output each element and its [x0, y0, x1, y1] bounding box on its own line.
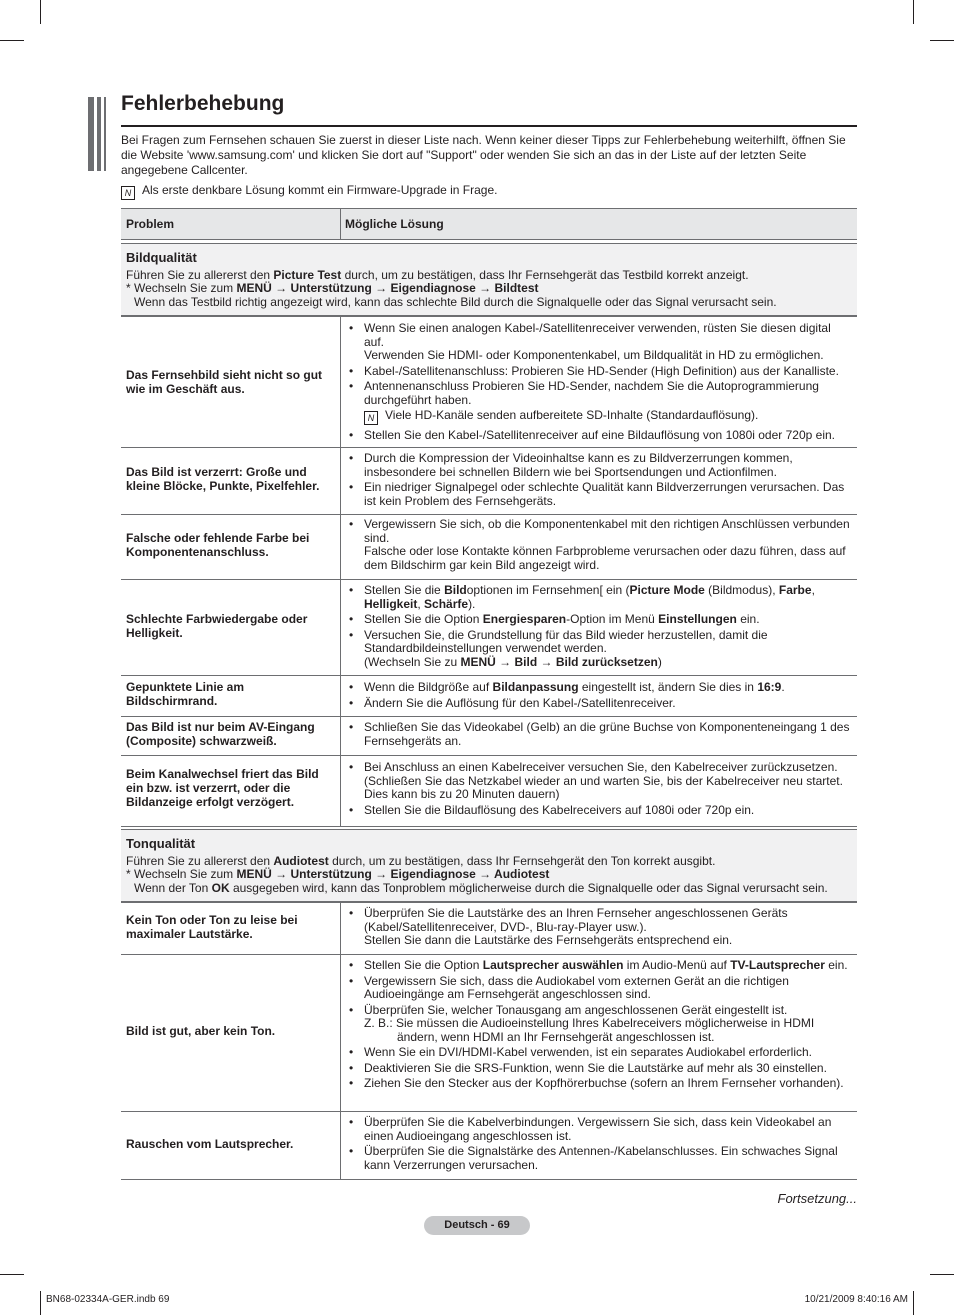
solution-cell — [349, 452, 854, 510]
solution-item: • Stellen Sie die Option Lautsprecher auswählen im Audio-Menü auf TV-Lautsprecher ein. — [349, 959, 854, 973]
continuation-note: Fortsetzung... — [777, 1191, 857, 1206]
table-row — [121, 756, 857, 827]
solution-item: • Wenn Sie einen analogen Kabel-/Satellitenreceiver verwenden, rüsten Sie diesen digital auf. Verwenden Sie HDMI- oder Komponentenkabel, um Bildqualität in HD zu ermöglichen. — [349, 322, 854, 363]
problem-cell: Das Fernsehbild sieht nicht so gut wie im Geschäft aus. — [126, 368, 323, 396]
section-picture-quality — [121, 243, 857, 316]
section-sound-quality — [121, 829, 857, 902]
solution-cell — [349, 584, 854, 671]
crop-mark — [0, 40, 24, 41]
solution-cell — [349, 1116, 854, 1174]
solution-item: • Ein niedriger Signalpegel oder schlechte Qualität kann Bildverzerrungen verursachen. Das ist kein Problem des Fernsehgeräts. — [349, 481, 854, 508]
crop-mark — [913, 0, 914, 24]
solution-item: • Kabel-/Satellitenanschluss: Probieren Sie HD-Sender (High Definition) aus der Kanalliste. — [349, 365, 854, 379]
solution-cell — [349, 959, 854, 1093]
solution-item: • Deaktivieren Sie die SRS-Funktion, wenn Sie die Lautstärke auf mehr als 30 einstellen. — [349, 1062, 854, 1076]
solution-item: • Überprüfen Sie, welcher Tonausgang am angeschlossenen Gerät eingestellt ist. Z. B.: Sie müssen die Audioeinstellung Ihres Kabelreceivers möglicherweise in HDMI ändern, wenn HDMI an Ihr Fernsehgerät angeschlossen ist. — [349, 1004, 854, 1045]
footer-file-info: BN68-02334A-GER.indb 69 — [46, 1294, 170, 1305]
problem-cell: Falsche oder fehlende Farbe bei Komponentenanschluss. — [126, 531, 310, 559]
intro-text: Bei Fragen zum Fernsehen schauen Sie zuerst in dieser Liste nach. Wenn keiner dieser Tipps zur Fehlerbehebung weiterhilft, öffnen Sie die Website 'www.samsung.com' und klicken Sie dort auf "Support" oder wenden Sie sich an das in der Liste auf der letzten Seite angegebene Callcenter. — [121, 133, 846, 177]
solution-item: • Stellen Sie die Bildoptionen im Fernsehmen[ ein (Picture Mode (Bildmodus), Farbe, Helligkeit, Schärfe). — [349, 584, 854, 611]
table-row — [121, 515, 857, 580]
table-row — [121, 717, 857, 756]
page-number-badge: Deutsch - 69 — [424, 1216, 530, 1235]
table-row — [121, 954, 857, 1112]
problem-cell: Schlechte Farbwiedergabe oder Helligkeit. — [126, 612, 308, 640]
table-row — [121, 580, 857, 676]
crop-mark — [930, 40, 954, 41]
solution-cell — [349, 518, 854, 574]
table-row — [121, 676, 857, 717]
crop-mark — [40, 1291, 41, 1315]
crop-mark — [0, 1274, 24, 1275]
note-icon: N — [121, 186, 135, 200]
solution-item: • Stellen Sie die Option Energiesparen-Option im Menü Einstellungen ein. — [349, 613, 854, 627]
title-rule — [121, 125, 857, 127]
solution-cell — [349, 761, 854, 819]
problem-cell: Das Bild ist nur beim AV-Eingang (Composite) schwarzweiß. — [126, 720, 315, 748]
crop-mark — [913, 1291, 914, 1315]
solution-cell — [349, 681, 854, 712]
section-line: Wenn das Testbild richtig angezeigt wird, kann das schlechte Bild durch die Signalquelle oder das Signal verursacht sein. — [134, 295, 777, 309]
crop-mark — [40, 0, 41, 24]
table-row — [121, 447, 857, 515]
solution-item: • Ziehen Sie den Stecker aus der Kopfhörerbuchse (sofern an Ihrem Fernseher vorhanden). — [349, 1077, 854, 1091]
solution-item: • Überprüfen Sie die Signalstärke des Antennen-/Kabelanschlusses. Ein schwaches Signal kann Verzerrungen verursachen. — [349, 1145, 854, 1172]
solution-item: • Überprüfen Sie die Kabelverbindungen. Vergewissern Sie sich, dass kein Videokabel an einen Audioeingang angeschlossen ist. — [349, 1116, 854, 1143]
header-solution: Mögliche Lösung — [345, 217, 444, 231]
solution-item: • Ändern Sie die Auflösung für den Kabel-/Satellitenreceiver. — [349, 697, 854, 711]
section-line: Führen Sie zu allererst den Audiotest durch, um zu bestätigen, dass Ihr Fernsehgerät den Ton korrekt ausgibt. — [126, 854, 716, 868]
table-row — [121, 1112, 857, 1180]
table-row — [121, 316, 857, 448]
footer-timestamp: 10/21/2009 8:40:16 AM — [804, 1294, 908, 1305]
title-decoration — [88, 97, 112, 171]
section-line: * Wechseln Sie zum MENÜ → Unterstützung → Eigendiagnose → Bildtest — [126, 281, 539, 295]
problem-cell: Das Bild ist verzerrt: Große und kleine Blöcke, Punkte, Pixelfehler. — [126, 465, 320, 493]
solution-item: • Überprüfen Sie die Lautstärke des an Ihren Fernseher angeschlossenen Geräts (Kabel/Satellitenreceiver, DVD-, Blu-ray-Player usw.). Stellen Sie dann die Lautstärke des Fernsehgeräts entsprechend ein. — [349, 907, 854, 948]
solution-item: • Schließen Sie das Videokabel (Gelb) an die grüne Buchse von Komponenteneingang 1 des Fernsehgeräts an. — [349, 721, 854, 748]
problem-cell: Kein Ton oder Ton zu leise bei maximaler Lautstärke. — [126, 913, 298, 941]
solution-item: • Stellen Sie den Kabel-/Satellitenreceiver auf eine Bildauflösung von 1080i oder 720p ein. — [349, 429, 854, 443]
section-heading: Tonqualität — [126, 836, 196, 851]
note-icon: N — [364, 411, 378, 425]
solution-item: • Antennenanschluss Probieren Sie HD-Sender, nachdem Sie die Autoprogrammierung durchgeführt haben. — [349, 380, 854, 407]
solution-cell — [349, 907, 854, 950]
page-title: Fehlerbehebung — [121, 92, 285, 115]
header-problem: Problem — [126, 217, 175, 231]
intro-note-text: Als erste denkbare Lösung kommt ein Firmware-Upgrade in Frage. — [142, 183, 498, 197]
problem-cell: Rauschen vom Lautsprecher. — [126, 1137, 294, 1151]
table-row — [121, 902, 857, 955]
solution-item: • Wenn Sie ein DVI/HDMI-Kabel verwenden, ist ein separates Audiokabel erforderlich. — [349, 1046, 854, 1060]
problem-cell: Beim Kanalwechsel friert das Bild ein bzw. ist verzerrt, oder die Bildanzeige erfolgt verzögert. — [126, 767, 319, 809]
table-header — [121, 208, 857, 240]
solution-item: • Stellen Sie die Bildauflösung des Kabelreceivers auf 1080i oder 720p ein. — [349, 804, 854, 818]
section-line: Führen Sie zu allererst den Picture Test durch, um zu bestätigen, dass Ihr Fernsehgerät das Testbild korrekt anzeigt. — [126, 268, 749, 282]
problem-cell: Gepunktete Linie am Bildschirmrand. — [126, 680, 245, 708]
solution-item: • Versuchen Sie, die Grundstellung für das Bild wieder herzustellen, damit die Standardbildeinstellungen verwendet werden. (Wechseln Sie zu MENÜ → Bild → Bild zurücksetzen) — [349, 629, 854, 670]
solution-note: N Viele HD-Kanäle senden aufbereitete SD-Inhalte (Standardauflösung). — [349, 409, 854, 425]
solution-cell — [349, 322, 854, 445]
solution-item: • Vergewissern Sie sich, dass die Audiokabel vom externen Gerät an die richtigen Audioeingänge am Fernsehgerät angeschlossen sind. — [349, 975, 854, 1002]
solution-cell — [349, 721, 854, 750]
solution-item: • Wenn die Bildgröße auf Bildanpassung eingestellt ist, ändern Sie dies in 16:9. — [349, 681, 854, 695]
solution-item: • Vergewissern Sie sich, ob die Komponentenkabel mit den richtigen Anschlüssen verbunden sind. Falsche oder lose Kontakte können Farbprobleme verursachen oder dazu führen, dass auf dem Bildschirm gar kein Bild angezeigt wird. — [349, 518, 854, 572]
problem-cell: Bild ist gut, aber kein Ton. — [126, 1024, 276, 1038]
solution-item: • Bei Anschluss an einen Kabelreceiver versuchen Sie, den Kabelreceiver zurückzusetzen. (Schließen Sie das Netzkabel wieder an und warten Sie, bis der Kabelreceiver neu startet. Dies kann bis zu 20 Minuten dauern) — [349, 761, 854, 802]
section-heading: Bildqualität — [126, 250, 197, 265]
intro-note — [121, 183, 498, 200]
section-line: * Wechseln Sie zum MENÜ → Unterstützung → Eigendiagnose → Audiotest — [126, 867, 550, 881]
solution-item: • Durch die Kompression der Videoinhaltse kann es zu Bildverzerrungen kommen, insbesondere bei schnellen Bildern wie bei Sportsendungen und Actionfilmen. — [349, 452, 854, 479]
section-line: Wenn der Ton OK ausgegeben wird, kann das Tonproblem möglicherweise durch die Signalquelle oder das Signal verursacht sein. — [134, 881, 828, 895]
crop-mark — [930, 1274, 954, 1275]
